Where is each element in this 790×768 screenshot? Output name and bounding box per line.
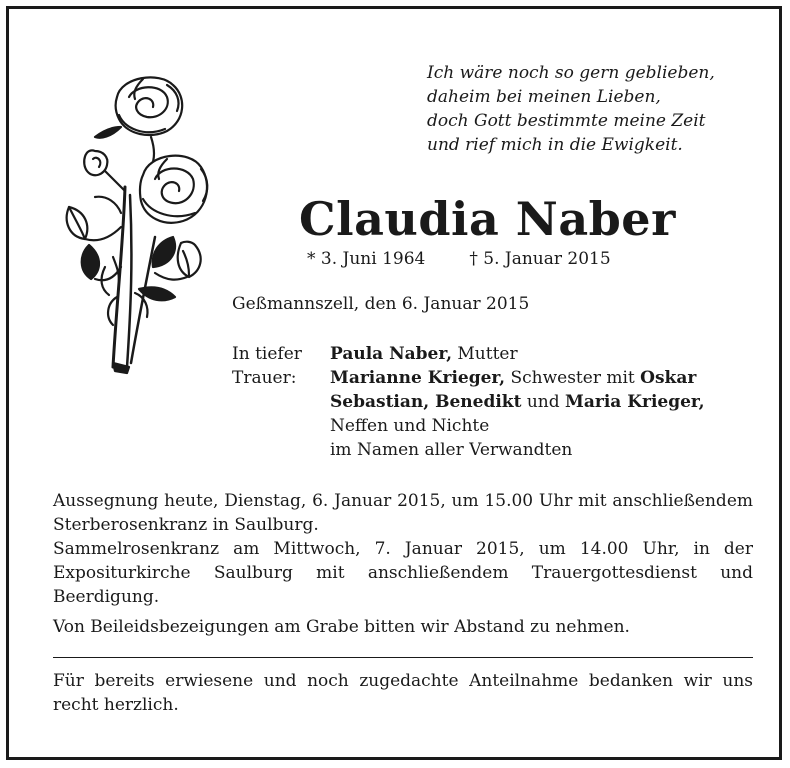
mourner-name: Sebastian, Benedikt: [330, 392, 522, 412]
mourner-relation: Mutter: [452, 344, 518, 364]
mourner-line: [330, 366, 705, 390]
obituary-notice: [6, 6, 782, 760]
poem-line: daheim bei meinen Lieben,: [427, 87, 661, 107]
life-dates: [307, 249, 611, 269]
divider-line: [53, 657, 753, 658]
birth-date: * 3. Juni 1964: [307, 249, 426, 269]
place-and-date: Geßmannszell, den 6. Januar 2015: [232, 294, 530, 314]
ceremony-paragraph: Aussegnung heute, Dienstag, 6. Januar 2015, um 15.00 Uhr mit anschließendem Sterberosenkranz in Saulburg.: [53, 491, 753, 535]
mourner-relation: Schwester mit: [505, 368, 641, 388]
mourner-name: Oskar: [640, 368, 697, 388]
poem-line: Ich wäre noch so gern geblieben,: [427, 63, 715, 83]
mourner-name: Paula Naber,: [330, 344, 452, 364]
death-date: † 5. Januar 2015: [469, 249, 611, 269]
memorial-poem: [427, 61, 767, 157]
rose-illustration-icon: [55, 67, 225, 377]
mourner-line: [330, 342, 705, 366]
mourner-line: [330, 438, 705, 462]
mourner-name: Marianne Krieger,: [330, 368, 506, 388]
mourners-label-line: Trauer:: [232, 368, 297, 388]
poem-line: doch Gott bestimmte meine Zeit: [427, 111, 706, 131]
mourners-label: [232, 342, 302, 390]
poem-line: und rief mich in die Ewigkeit.: [427, 135, 683, 155]
condolence-request: Von Beileidsbezeigungen am Grabe bitten wir Abstand zu nehmen.: [53, 617, 630, 637]
mourner-relation: Neffen und Nichte: [330, 416, 490, 436]
mourners-label-line: In tiefer: [232, 344, 302, 364]
mourner-relation: im Namen aller Verwandten: [330, 440, 573, 460]
thanks-text: Für bereits erwiesene und noch zugedachte Anteilnahme bedanken wir uns recht herzlich.: [53, 671, 753, 715]
mourner-line: [330, 414, 705, 438]
thanks-section: [53, 669, 753, 717]
ceremony-details: [53, 489, 753, 639]
mourner-name: Maria Krieger,: [565, 392, 705, 412]
mourner-line: [330, 390, 705, 414]
ceremony-paragraph: Sammelrosenkranz am Mittwoch, 7. Januar 2015, um 14.00 Uhr, in der Expositurkirche Saulburg mit anschließendem Trauergottesdienst und Beerdigung.: [53, 539, 753, 607]
deceased-name: Claudia Naber: [299, 192, 676, 246]
mourner-relation: und: [521, 392, 566, 412]
mourners-list: [330, 342, 705, 462]
